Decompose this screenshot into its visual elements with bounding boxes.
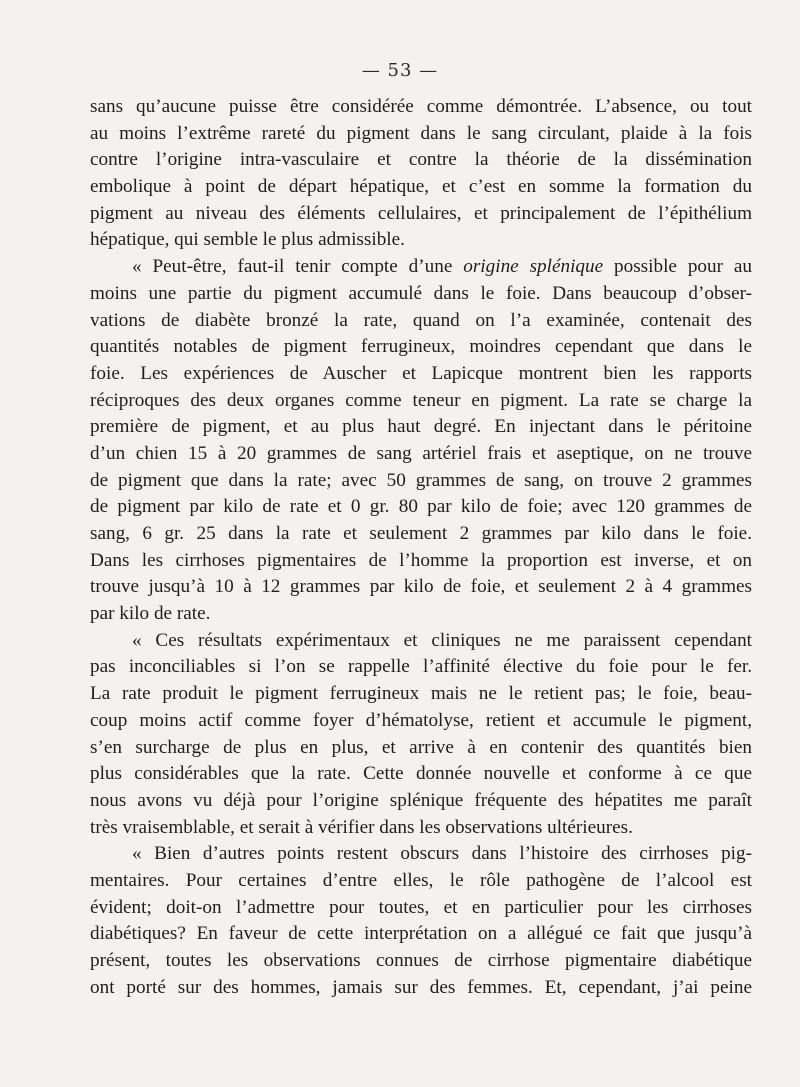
body-text [90, 94, 752, 1001]
page-number: — 53 — [361, 60, 439, 81]
text-line: pigment au niveau des éléments cellulaires, et principalement de l’épithélium [90, 202, 752, 224]
text-line: d’un chien 15 à 20 grammes de sang artériel frais et aseptique, on ne trouve [90, 442, 752, 464]
text-line: présent, toutes les observations connues de cirrhose pigmentaire diabétique [90, 950, 752, 971]
text-line: s’en surcharge de plus en plus, et arrive à en contenir des quantités bien [90, 736, 752, 758]
text-line-italic: « Peut-être, faut-il tenir compte d’une origine splénique possible pour au [132, 256, 752, 278]
text-line: coup moins actif comme foyer d’hématolyse, retient et accumule le pigment, [90, 709, 752, 731]
text-line: de pigment par kilo de rate et 0 gr. 80 par kilo de foie; avec 120 grammes de [90, 496, 752, 518]
text-line: nous avons vu déjà pour l’origine splénique fréquente des hépatites me paraît [90, 789, 752, 811]
text-line: de pigment que dans la rate; avec 50 grammes de sang, on trouve 2 grammes [90, 469, 752, 491]
text-line: Dans les cirrhoses pigmentaires de l’homme la proportion est inverse, et on [90, 549, 752, 571]
text-line: au moins l’extrême rareté du pigment dans le sang circulant, plaide à la fois [90, 122, 752, 144]
text-line: vations de diabète bronzé la rate, quand on l’a examinée, contenait des [90, 309, 752, 331]
text-line: contre l’origine intra-vasculaire et contre la théorie de la dissémination [90, 149, 752, 171]
text-line: sang, 6 gr. 25 dans la rate et seulement 2 grammes par kilo dans le foie. [90, 523, 752, 544]
text-line: « Bien d’autres points restent obscurs dans l’histoire des cirrhoses pig- [132, 843, 752, 865]
italic-phrase: origine splénique [463, 256, 604, 278]
text-line: très vraisemblable, et serait à vérifier dans les observations ultérieures. [90, 816, 633, 838]
text-line: mentaires. Pour certaines d’entre elles, le rôle pathogène de l’alcool est [90, 869, 752, 891]
text-line: ont porté sur des hommes, jamais sur des femmes. Et, cependant, j’ai peine [90, 976, 752, 998]
text-line: hépatique, qui semble le plus admissible. [90, 229, 405, 251]
text-line: foie. Les expériences de Auscher et Lapicque montrent bien les rapports [90, 362, 752, 384]
text-line: embolique à point de départ hépatique, et c’est en somme la formation du [90, 176, 752, 198]
text-line: pas inconciliables si l’on se rappelle l’affinité élective du foie pour le fer. [90, 656, 752, 678]
text-line: La rate produit le pigment ferrugineux mais ne le retient pas; le foie, beau- [90, 683, 752, 705]
text-line: quantités notables de pigment ferrugineux, moindres cependant que dans le [90, 336, 752, 358]
text-line: « Ces résultats expérimentaux et cliniques ne me paraissent cependant [132, 629, 752, 651]
text-line: première de pigment, et au plus haut degré. En injectant dans le péritoine [90, 416, 752, 438]
text-line: moins une partie du pigment accumulé dans le foie. Dans beaucoup d’obser- [90, 282, 752, 304]
text-line: diabétiques? En faveur de cette interprétation on a allégué ce fait que jusqu’à [90, 923, 752, 945]
text-line: trouve jusqu’à 10 à 12 grammes par kilo de foie, et seulement 2 à 4 grammes [90, 576, 752, 598]
text-line: par kilo de rate. [90, 603, 211, 625]
text-line: plus considérables que la rate. Cette donnée nouvelle et conforme à ce que [90, 763, 752, 785]
text-line: sans qu’aucune puisse être considérée comme démontrée. L’absence, ou tout [90, 96, 752, 117]
text-line: évident; doit-on l’admettre pour toutes, et en particulier pour les cirrhoses [90, 896, 752, 918]
text-line: réciproques des deux organes comme teneur en pigment. La rate se charge la [90, 389, 752, 411]
